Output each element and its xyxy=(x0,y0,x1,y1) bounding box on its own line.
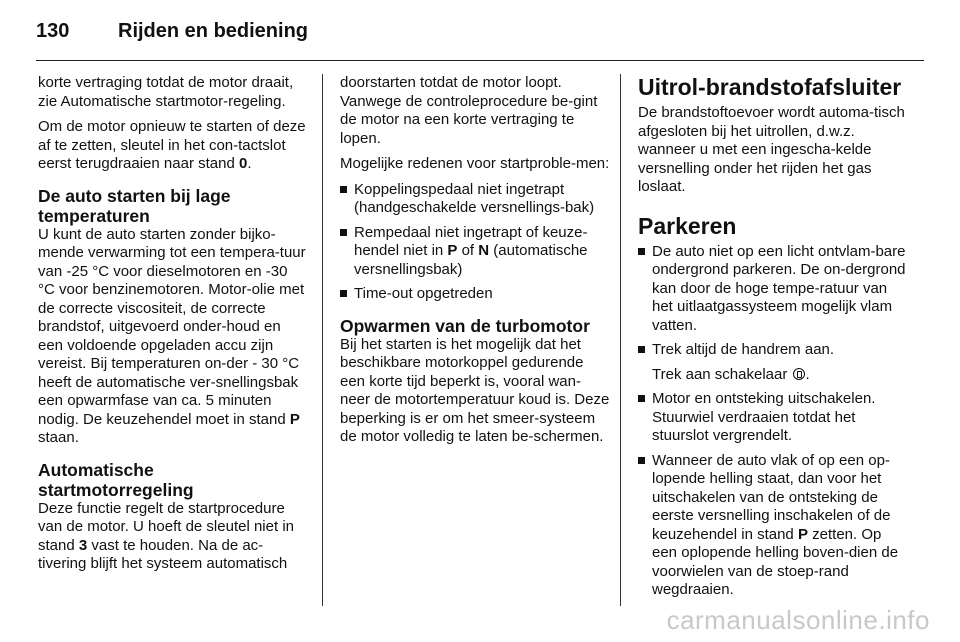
paragraph: korte vertraging totdat de motor draait, zie Automatische startmotor-regeling. xyxy=(38,74,294,110)
column-divider xyxy=(322,74,323,606)
column-3 xyxy=(638,74,906,606)
paragraph: De brandstoftoevoer wordt automa-tisch afgesloten bij het uitrollen, d.w.z. wanneer u met een ingescha-kelde versnelling onder het rijden het gas loslaat. xyxy=(638,104,905,195)
paragraph xyxy=(38,226,308,448)
heading-auto-starter: Automatische startmotorregeling xyxy=(38,459,194,500)
paragraph: Bij het starten is het mogelijk dat het beschikbare motorkoppel gedurende een korte tijd beperkt is, vooral wan-neer de motortemperatuur koud is. Deze beperking is er om het smeer-systeem de motor volledig te laten be-schermen. xyxy=(340,335,610,445)
gear-position: P xyxy=(797,525,808,543)
gear-position: P xyxy=(289,410,300,428)
watermark: carmanualsonline.info xyxy=(666,605,930,635)
continuation xyxy=(652,366,906,385)
paragraph: Mogelijke redenen voor startproble-men: xyxy=(340,155,610,172)
text: staan. xyxy=(38,429,79,446)
bullet-list xyxy=(340,181,610,304)
text: zetten. Op een oplopende helling boven-dien de voorwielen van de stoep-rand wegdraaien. xyxy=(652,525,899,598)
text: Deze functie regelt de startprocedure van de motor. U hoeft de sleutel niet in stand xyxy=(38,499,294,554)
heading-fuel-cutoff: Uitrol-brandstofafsluiter xyxy=(638,74,902,100)
parking-brake-icon xyxy=(793,368,805,380)
page-header xyxy=(36,16,308,46)
list-item xyxy=(340,285,610,304)
gear-position: P xyxy=(447,242,458,259)
heading-parking: Parkeren xyxy=(638,212,737,239)
list-item xyxy=(638,243,906,336)
bullet-list xyxy=(638,243,906,600)
page-number: 130 xyxy=(36,19,70,42)
column-divider xyxy=(620,74,621,606)
bullet-square-icon xyxy=(638,457,645,464)
column-2 xyxy=(340,74,610,454)
bullet-square-icon xyxy=(638,395,645,402)
paragraph xyxy=(38,118,308,174)
heading-turbo: Opwarmen van de turbomotor xyxy=(340,315,590,336)
text: (automatische versnellingsbak) xyxy=(354,242,588,278)
text: De auto niet op een licht ontvlam-bare ondergrond parkeren. De on-dergrond kan door de hoge tempe-ratuur van het uitlaatgassysteem mogelijk vlam vatten. xyxy=(652,242,906,334)
bullet-square-icon xyxy=(340,186,347,193)
paragraph xyxy=(38,500,308,574)
key-position: 0 xyxy=(238,155,248,172)
list-item xyxy=(638,390,906,446)
bullet-square-icon xyxy=(638,248,645,255)
text: U kunt de auto starten zonder bijko-mende verwarming tot een tempera-tuur van -25 °C voor dieselmotoren en -30 °C voor benzinemotoren. Motor-olie met de correcte viscositeit, de correcte brandstof, uitgevoerd onder-houd en een voldoende opgeladen accu zijn vereist. Bij temperaturen on-der - 30 °C heeft de automatische ver-snellingsbak een opwarmfase van ca. 5 minuten nodig. De keuzehendel moet in stand xyxy=(38,225,306,428)
text: Wanneer de auto vlak of op een op-lopende helling staat, dan voor het uitschakelen van de ontsteking de eerste versnelling inschakelen of de keuzehendel in stand xyxy=(652,451,891,543)
header-rule xyxy=(36,60,924,61)
text: Om de motor opnieuw te starten of deze af te zetten, sleutel in het con-tactslot eerst terugdraaien naar stand xyxy=(38,118,306,172)
text: Trek altijd de handrem aan. xyxy=(652,341,835,358)
text: Motor en ontsteking uitschakelen. Stuurwiel verdraaien totdat het stuurslot vergrendelt. xyxy=(652,390,876,444)
text: . xyxy=(805,365,810,383)
text: Trek aan schakelaar xyxy=(652,365,792,383)
section-title: Rijden en bediening xyxy=(118,19,309,42)
column-1 xyxy=(38,74,308,581)
text: Koppelingspedaal niet ingetrapt (handgeschakelde versnellings-bak) xyxy=(354,180,595,216)
list-item xyxy=(638,341,906,384)
bullet-square-icon xyxy=(340,290,347,297)
bullet-square-icon xyxy=(340,229,347,236)
text: . xyxy=(247,155,252,172)
text: vast te houden. Na de ac-tivering blijft het systeem automatisch xyxy=(38,536,288,572)
heading-cold-start: De auto starten bij lage temperaturen xyxy=(38,185,231,226)
paragraph: doorstarten totdat de motor loopt. Vanwege de controleprocedure be-gint de motor na een korte vertraging te lopen. xyxy=(340,74,598,147)
key-position: 3 xyxy=(78,536,88,554)
list-item xyxy=(638,452,906,600)
list-item xyxy=(340,181,610,218)
text: Time-out opgetreden xyxy=(354,285,493,302)
text: Rempedaal niet ingetrapt of keuze-hendel niet in xyxy=(354,223,588,259)
list-item xyxy=(340,224,610,280)
bullet-square-icon xyxy=(638,346,645,353)
gear-position: N xyxy=(478,242,490,259)
text: of xyxy=(457,242,479,259)
